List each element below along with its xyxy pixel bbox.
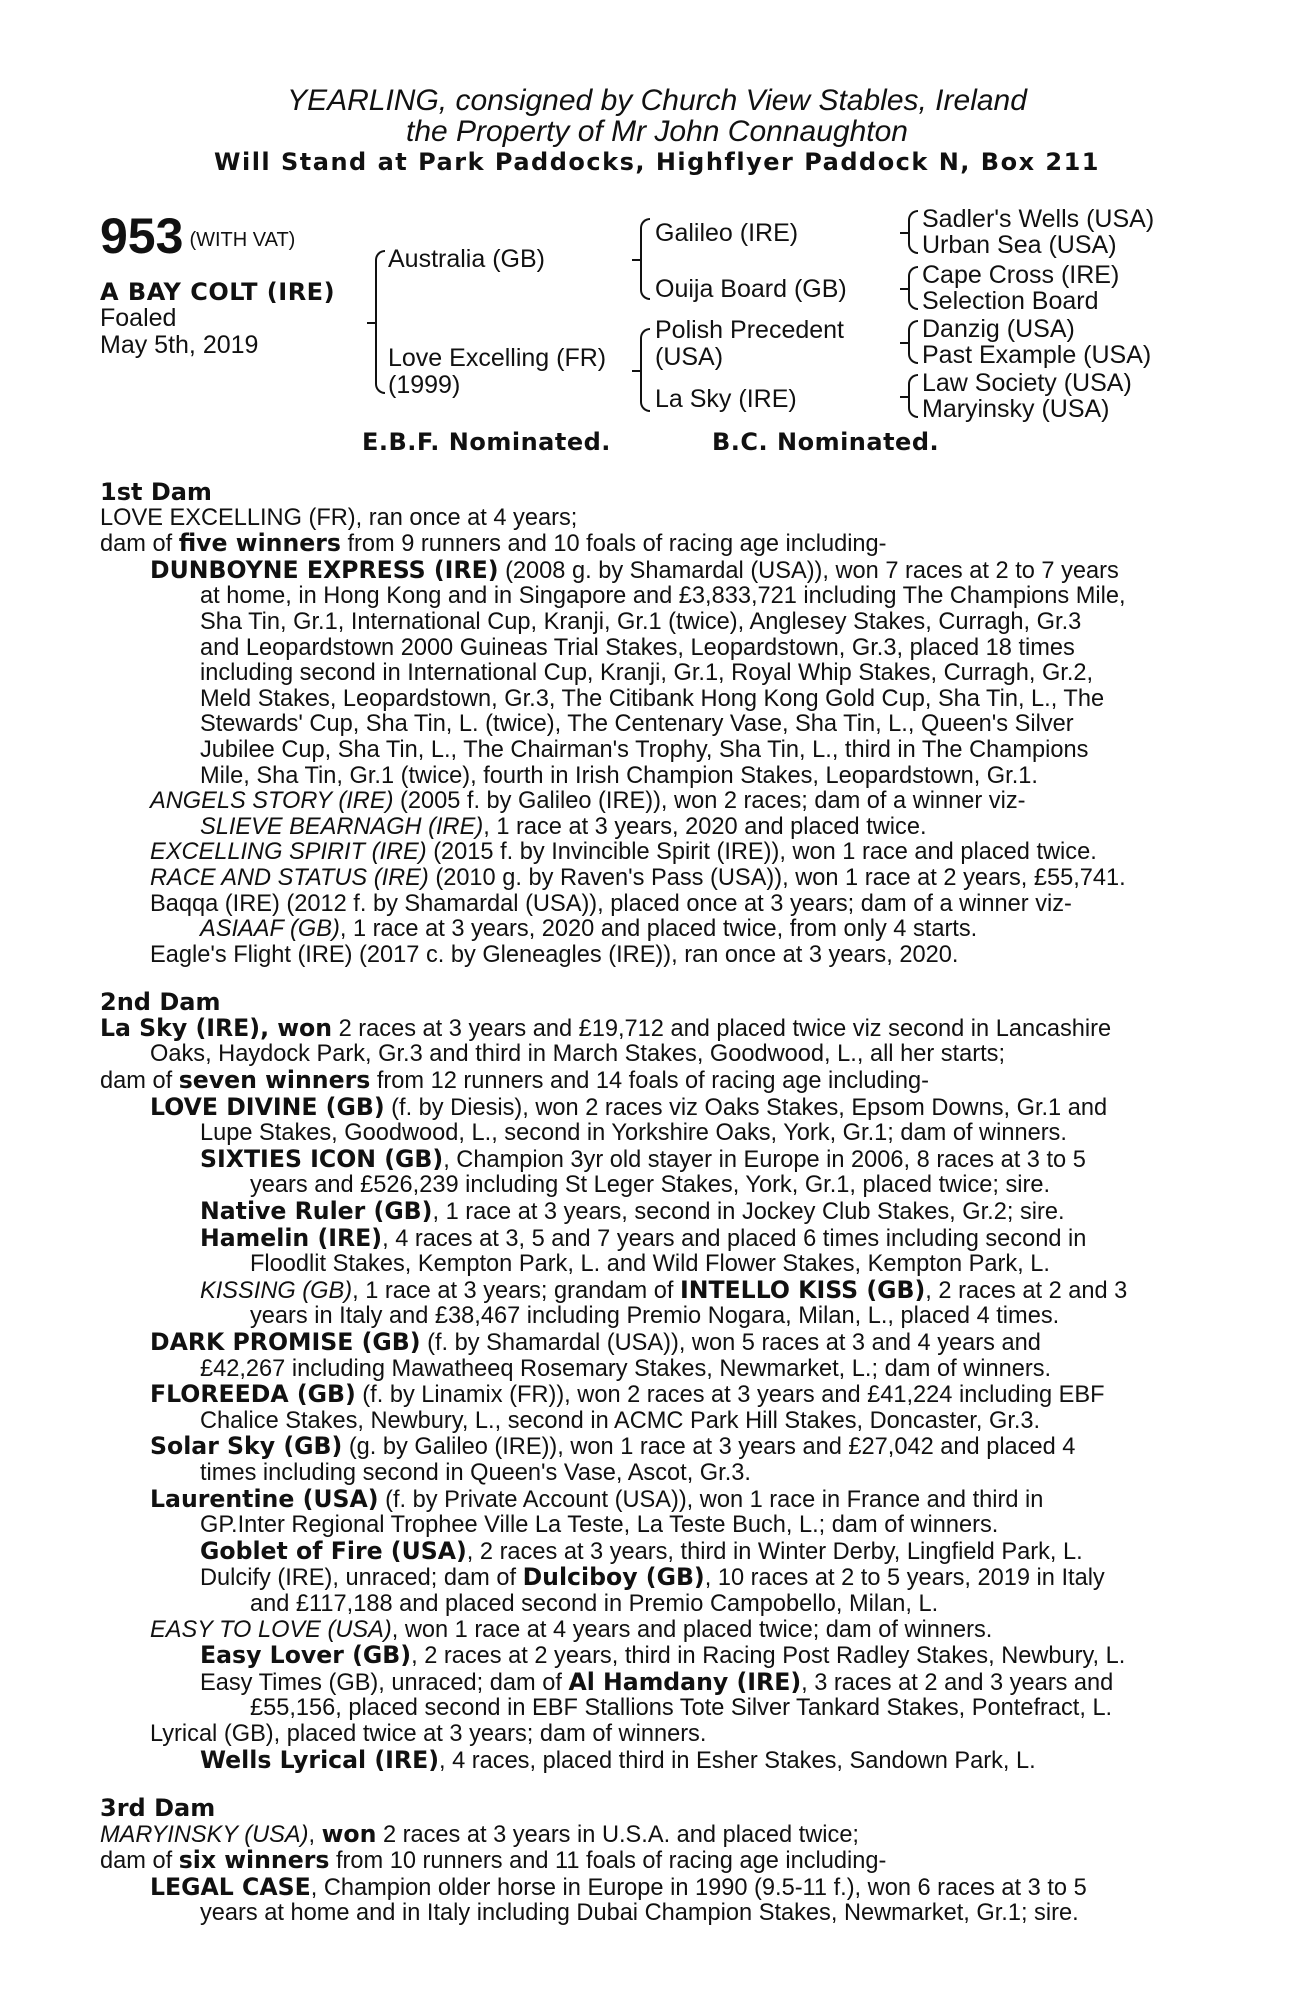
second-dam-heading: 2nd Dam [100,988,221,1017]
progeny-line: years in Italy and £38,467 including Premio Nogara, Milan, L., placed 4 times. [250,1303,1060,1330]
progeny-entry: Baqqa (IRE) (2012 f. by Shamardal (USA)), placed once at 3 years; dam of a winner viz- [150,890,1072,917]
progeny-line: Floodlit Stakes, Kempton Park, L. and Wild Flower Stakes, Kempton Park, L. [250,1251,1050,1278]
first-dam-line: dam of five winners from 9 runners and 10 foals of racing age including- [100,529,887,558]
progeny-entry: Easy Lover (GB), 2 races at 2 years, third in Racing Post Radley Stakes, Newbury, L. [200,1641,1126,1670]
lot-number-block [100,210,295,266]
pedigree-brace [908,266,918,310]
progeny-line: SLIEVE BEARNAGH (IRE), 1 race at 3 years, 2020 and placed twice. [200,813,927,840]
progeny-entry: ANGELS STORY (IRE) (2005 f. by Galileo (IRE)), won 2 races; dam of a winner viz- [150,788,1026,815]
progeny-line: Sha Tin, Gr.1, International Cup, Kranji, Gr.1 (twice), Anglesey Stakes, Curragh, Gr.3 [200,608,1082,635]
progeny-entry: Laurentine (USA) (f. by Private Account (USA)), won 1 race in France and third in [150,1484,1044,1513]
progeny-line: £42,267 including Mawatheeq Rosemary Stakes, Newmarket, L.; dam of winners. [200,1355,1052,1382]
pedigree-dam-sire: Polish Precedent [655,316,845,344]
progeny-entry: EXCELLING SPIRIT (IRE) (2015 f. by Invincible Spirit (IRE)), won 1 race and placed twice. [150,839,1097,866]
pedigree-dam-dam: La Sky (IRE) [655,385,797,413]
pedigree-sire-dam: Ouija Board (GB) [655,275,847,303]
catalogue-body [100,480,1204,1927]
first-dam-line: LOVE EXCELLING (FR), ran once at 4 years; [100,504,578,531]
progeny-line: Chalice Stakes, Newbury, L., second in ACMC Park Hill Stakes, Doncaster, Gr.3. [200,1407,1041,1434]
progeny-entry: Lyrical (GB), placed twice at 3 years; dam of winners. [150,1720,707,1747]
progeny-entry: DARK PROMISE (GB) (f. by Shamardal (USA)), won 5 races at 3 and 4 years and [150,1328,1041,1356]
header-owner: the Property of Mr John Connaughton [406,115,908,148]
pedigree-ssd: Urban Sea (USA) [922,231,1117,259]
ebf-nominated: E.B.F. Nominated. [362,428,611,456]
foaled-label: Foaled [100,304,177,332]
progeny-entry: Eagle's Flight (IRE) (2017 c. by Gleneagles (IRE)), ran once at 3 years, 2020. [150,941,959,968]
pedigree-dds: Law Society (USA) [922,369,1132,397]
lot-number: 953 [100,208,184,264]
progeny-line: years and £526,239 including St Leger Stakes, York, Gr.1, placed twice; sire. [250,1172,1051,1199]
lot-title: A BAY COLT (IRE) [100,278,336,306]
pedigree-brace [908,210,918,254]
progeny-entry: Solar Sky (GB) (g. by Galileo (IRE)), won 1 race at 3 years and £27,042 and placed 4 [150,1432,1076,1461]
progeny-entry: LEGAL CASE, Champion older horse in Europe in 1990 (9.5-11 f.), won 6 races at 3 to 5 [150,1872,1087,1901]
foaled-date: May 5th, 2019 [100,331,259,359]
pedigree-sire-sire: Galileo (IRE) [655,219,799,247]
progeny-entry: Wells Lyrical (IRE), 4 races, placed third in Esher Stakes, Sandown Park, L. [200,1745,1036,1774]
progeny-entry: EASY TO LOVE (USA), won 1 race at 4 years and placed twice; dam of winners. [150,1616,993,1643]
progeny-entry: DUNBOYNE EXPRESS (IRE) (2008 g. by Shamardal (USA)), won 7 races at 2 to 7 years [150,555,1119,584]
progeny-entry: FLOREEDA (GB) (f. by Linamix (FR)), won 2 races at 3 years and £41,224 including EBF [150,1380,1105,1409]
progeny-entry: Dulcify (IRE), unraced; dam of Dulciboy (GB), 10 races at 2 to 5 years, 2019 in Italy [200,1563,1105,1592]
progeny-line: at home, in Hong Kong and in Singapore and £3,833,721 including The Champions Mile, [200,583,1126,610]
third-dam-heading: 3rd Dam [100,1794,216,1823]
progeny-line: Jubilee Cup, Sha Tin, L., The Chairman's Trophy, Sha Tin, L., third in The Champions [200,736,1089,763]
progeny-line: Stewards' Cup, Sha Tin, L. (twice), The Centenary Vase, Sha Tin, L., Queen's Silver [200,711,1074,738]
pedigree-sds: Cape Cross (IRE) [922,261,1120,289]
second-dam-line: La Sky (IRE), won 2 races at 3 years and £19,712 and placed twice viz second in Lancashire [100,1013,1112,1042]
third-dam-line: MARYINSKY (USA), won 2 races at 3 years in U.S.A. and placed twice; [100,1819,859,1848]
progeny-entry: Goblet of Fire (USA), 2 races at 3 years, third in Winter Derby, Lingfield Park, L. [200,1536,1083,1565]
progeny-line: £55,156, placed second in EBF Stallions Tote Silver Tankard Stakes, Pontefract, L. [250,1695,1113,1722]
pedigree-sss: Sadler's Wells (USA) [922,205,1155,233]
pedigree-brace [908,374,918,418]
pedigree-brace [375,250,385,394]
second-dam-line: dam of seven winners from 12 runners and 14 foals of racing age including- [100,1066,930,1095]
progeny-line: including second in International Cup, Kranji, Gr.1, Royal Whip Stakes, Curragh, Gr.2, [200,660,1094,687]
second-dam-line: Oaks, Haydock Park, Gr.3 and third in March Stakes, Goodwood, L., all her starts; [150,1041,1005,1068]
pedigree-dam: Love Excelling (FR) [388,344,607,372]
bc-nominated: B.C. Nominated. [712,428,940,456]
header-location: Will Stand at Park Paddocks, Highflyer Paddock N, Box 211 [214,148,1100,176]
progeny-line: GP.Inter Regional Trophee Ville La Teste, La Teste Buch, L.; dam of winners. [200,1512,999,1539]
pedigree-sire: Australia (GB) [388,245,545,273]
progeny-line: and Leopardstown 2000 Guineas Trial Stakes, Leopardstown, Gr.3, placed 18 times [200,634,1075,661]
third-dam-line: dam of six winners from 10 runners and 11 foals of racing age including- [100,1846,887,1875]
progeny-line: times including second in Queen's Vase, Ascot, Gr.3. [200,1459,751,1486]
pedigree-dam-sire-country: (USA) [655,343,724,371]
header-consignor: YEARLING, consigned by Church View Stables, Ireland [287,84,1027,117]
pedigree-ddd: Maryinsky (USA) [922,395,1110,423]
progeny-entry: Native Ruler (GB), 1 race at 3 years, second in Jockey Club Stakes, Gr.2; sire. [200,1197,1065,1226]
pedigree-dss: Danzig (USA) [922,315,1075,343]
first-dam-heading: 1st Dam [100,478,212,506]
progeny-entry: LOVE DIVINE (GB) (f. by Diesis), won 2 races viz Oaks Stakes, Epsom Downs, Gr.1 and [150,1092,1108,1121]
progeny-line: years at home and in Italy including Dubai Champion Stakes, Newmarket, Gr.1; sire. [200,1900,1079,1927]
progeny-entry: Easy Times (GB), unraced; dam of Al Hamdany (IRE), 3 races at 2 and 3 years and [200,1667,1114,1696]
vat-label: (WITH VAT) [189,228,296,251]
progeny-line: Lupe Stakes, Goodwood, L., second in Yorkshire Oaks, York, Gr.1; dam of winners. [200,1120,1067,1147]
progeny-line: ASIAAF (GB), 1 race at 3 years, 2020 and placed twice, from only 4 starts. [200,916,978,943]
progeny-line: Meld Stakes, Leopardstown, Gr.3, The Citibank Hong Kong Gold Cup, Sha Tin, L., The [200,685,1105,712]
progeny-entry: Hamelin (IRE), 4 races at 3, 5 and 7 years and placed 6 times including second in [200,1223,1087,1252]
progeny-entry: RACE AND STATUS (IRE) (2010 g. by Raven's Pass (USA)), won 1 race at 2 years, £55,741. [150,864,1126,891]
pedigree-brace [640,218,650,300]
pedigree-brace [640,328,650,412]
pedigree-brace [908,320,918,364]
progeny-line: and £117,188 and placed second in Premio Campobello, Milan, L. [250,1590,939,1617]
progeny-entry: SIXTIES ICON (GB), Champion 3yr old stayer in Europe in 2006, 8 races at 3 to 5 [200,1144,1086,1173]
progeny-line: Mile, Sha Tin, Gr.1 (twice), fourth in Irish Champion Stakes, Leopardstown, Gr.1. [200,762,1038,789]
pedigree-dam-year: (1999) [388,371,461,399]
progeny-entry: KISSING (GB), 1 race at 3 years; grandam of INTELLO KISS (GB), 2 races at 2 and 3 [200,1275,1128,1304]
pedigree-sdd: Selection Board [922,287,1099,315]
pedigree-dsd: Past Example (USA) [922,341,1152,369]
